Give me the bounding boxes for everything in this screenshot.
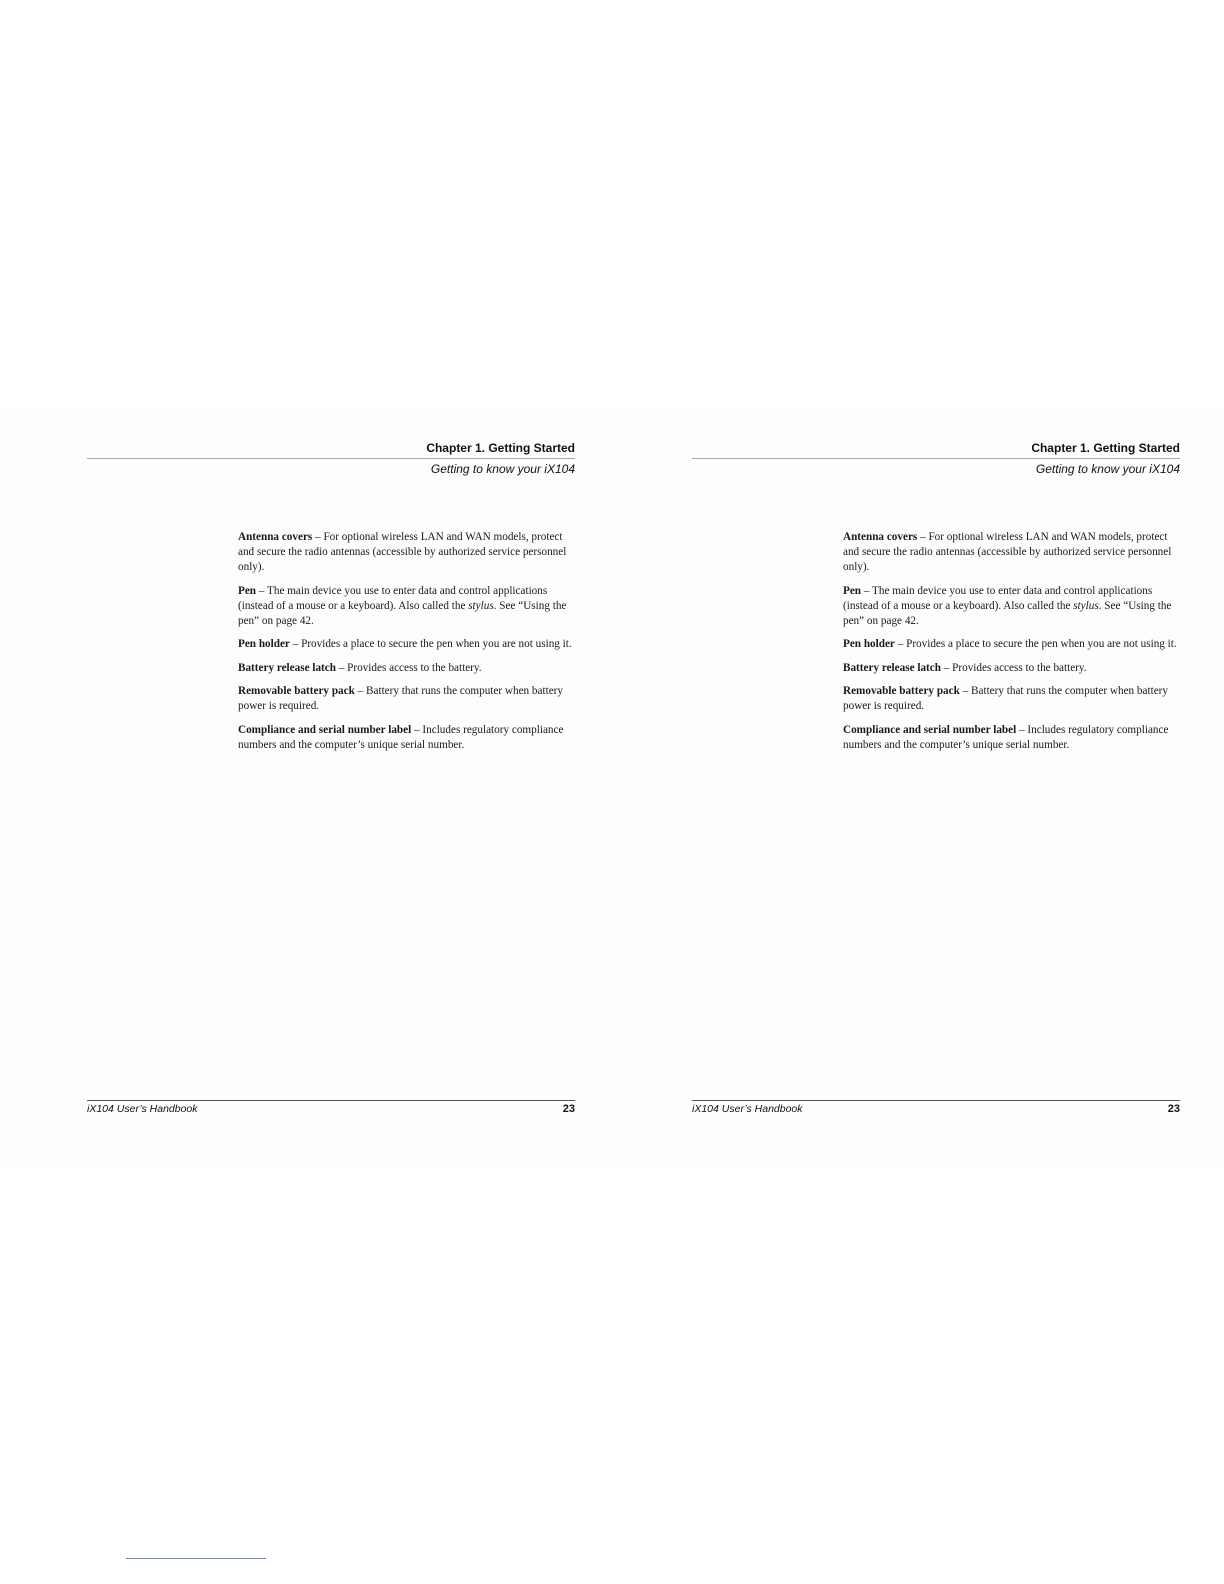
item-term: Pen holder xyxy=(238,638,290,650)
item-term: Pen xyxy=(843,584,862,597)
item-text: – Battery that runs the computer when battery power is required. xyxy=(843,685,1168,712)
body-text xyxy=(843,530,1183,761)
body-text xyxy=(238,530,578,761)
item-text: – The main device you use to enter data and control applications (instead of a mouse or a keyboard). Also called the xyxy=(238,584,548,612)
item-term: Antenna covers xyxy=(843,531,918,543)
item-text: – Battery that runs the computer when battery power is required. xyxy=(238,685,563,712)
item-text: – Provides access to the battery. xyxy=(940,661,1087,674)
list-item xyxy=(843,530,1183,575)
item-text: – For optional wireless LAN and WAN models, protect and secure the radio antennas (accessible by authorized service personnel only). xyxy=(843,531,1172,573)
footer-book-title: iX104 User’s Handbook xyxy=(87,1103,198,1115)
list-item xyxy=(238,661,578,676)
item-text: – For optional wireless LAN and WAN models, protect and secure the radio antennas (accessible by authorized service personnel only). xyxy=(238,531,567,573)
item-text: – Provides a place to secure the pen when you are not using it. xyxy=(894,638,1177,650)
chapter-title: Chapter 1. Getting Started xyxy=(1031,441,1180,455)
page-number: 23 xyxy=(1167,1103,1180,1115)
item-text: . See “Using the pen” on page 42. xyxy=(843,599,1172,627)
footer-book-title: iX104 User’s Handbook xyxy=(692,1103,803,1115)
list-item xyxy=(843,661,1183,676)
item-term: Battery release latch xyxy=(238,661,336,674)
list-item xyxy=(843,684,1183,714)
footer-rule xyxy=(87,1100,575,1101)
list-item xyxy=(238,530,578,575)
list-item xyxy=(238,584,578,629)
item-term: Battery release latch xyxy=(843,661,941,674)
left-page xyxy=(87,0,575,1584)
item-term: Compliance and serial number label xyxy=(238,723,412,736)
section-title: Getting to know your iX104 xyxy=(1035,462,1180,476)
item-term: Pen xyxy=(238,584,257,597)
list-item xyxy=(238,637,578,652)
page-number: 23 xyxy=(562,1103,575,1115)
list-item xyxy=(843,584,1183,629)
list-item xyxy=(843,723,1183,753)
item-term: Removable battery pack xyxy=(238,685,355,697)
item-text: – Provides access to the battery. xyxy=(335,661,482,674)
item-text: – Provides a place to secure the pen when you are not using it. xyxy=(289,638,572,650)
header-rule xyxy=(87,458,575,459)
item-text: – Includes regulatory compliance numbers and the computer’s unique serial number. xyxy=(843,723,1169,751)
item-term: Removable battery pack xyxy=(843,685,960,697)
item-term: Pen holder xyxy=(843,638,895,650)
right-page xyxy=(692,0,1180,1584)
footer-rule xyxy=(692,1100,1180,1101)
item-term: Antenna covers xyxy=(238,531,313,543)
list-item xyxy=(843,637,1183,652)
divider-line xyxy=(126,1558,266,1559)
item-emphasis: stylus xyxy=(468,599,494,612)
chapter-title: Chapter 1. Getting Started xyxy=(426,441,575,455)
header-rule xyxy=(692,458,1180,459)
item-text: – Includes regulatory compliance numbers and the computer’s unique serial number. xyxy=(238,723,564,751)
item-emphasis: stylus xyxy=(1073,599,1099,612)
list-item xyxy=(238,684,578,714)
item-text: – The main device you use to enter data and control applications (instead of a mouse or a keyboard). Also called the xyxy=(843,584,1153,612)
list-item xyxy=(238,723,578,753)
section-title: Getting to know your iX104 xyxy=(430,462,575,476)
item-term: Compliance and serial number label xyxy=(843,723,1017,736)
item-text: . See “Using the pen” on page 42. xyxy=(238,599,567,627)
